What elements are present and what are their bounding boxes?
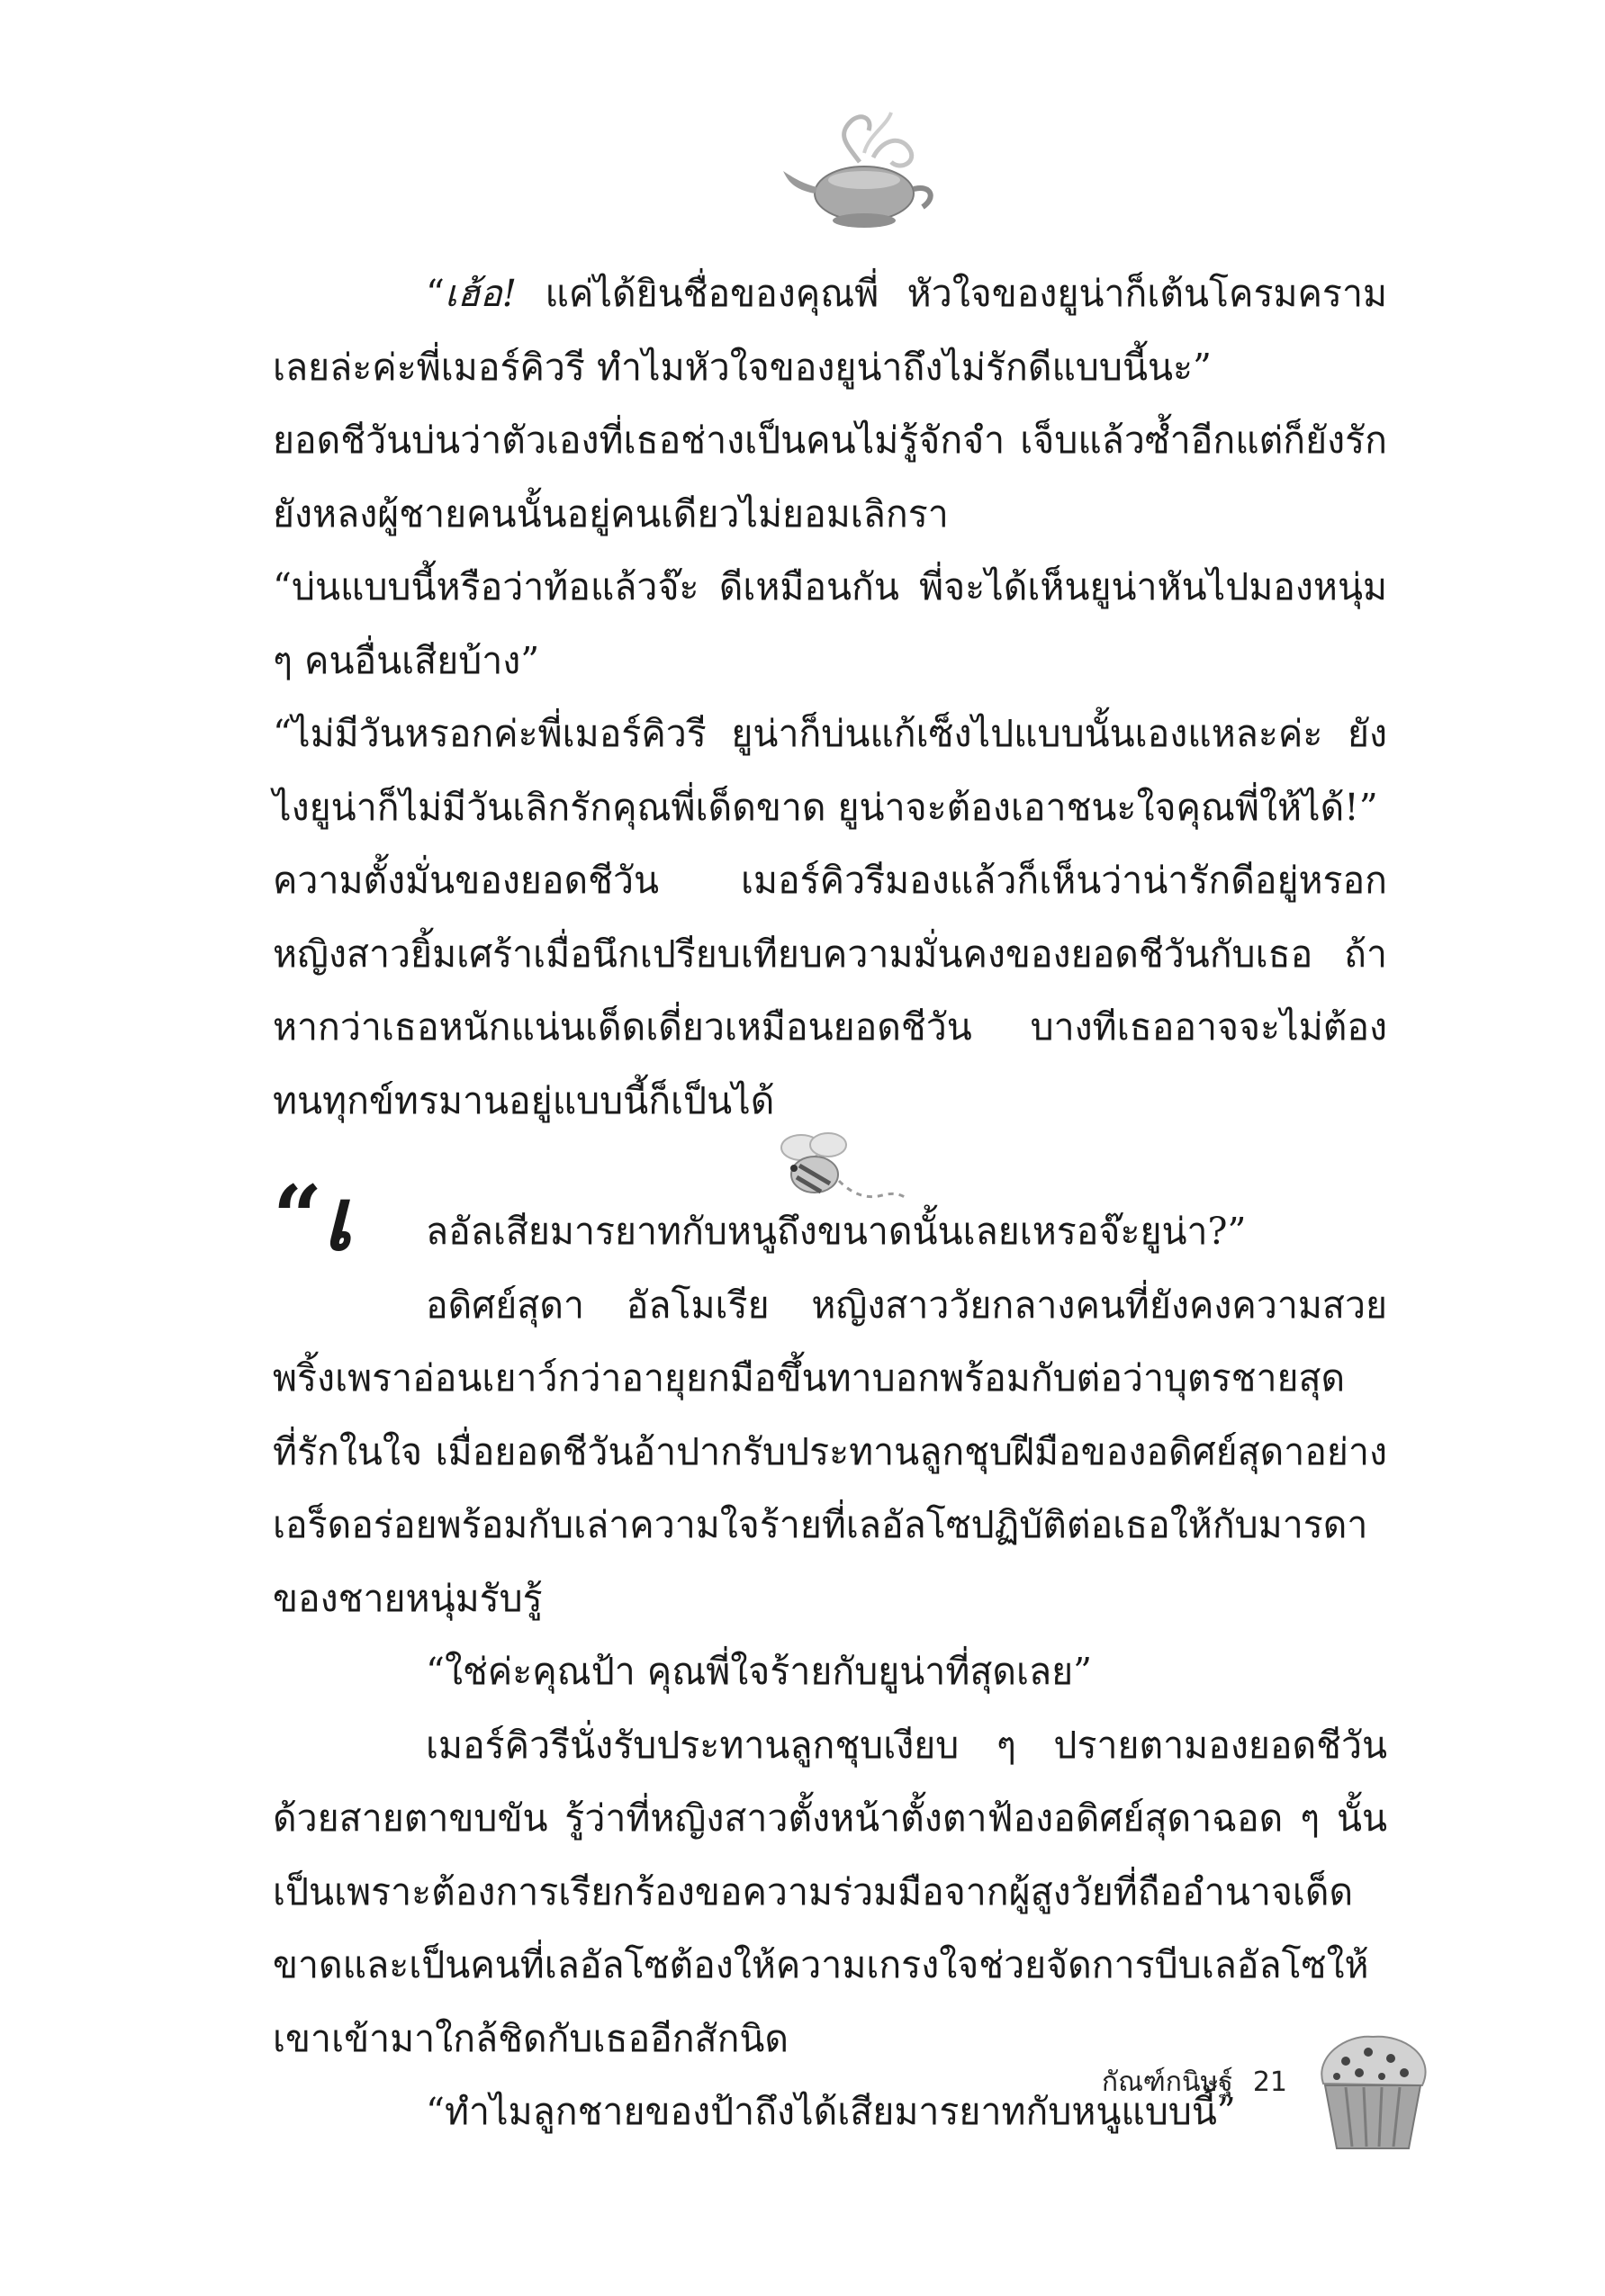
- drop-cap-letter: เ: [322, 1168, 353, 1270]
- paragraph-text: แค่ได้ยินชื่อของคุณพี่ หัวใจของยูน่าก็เต้นโครมครามเลยล่ะค่ะพี่เมอร์คิวรี ทำไมหัวใจของยูน่าถึงไม่รักดีแบบนี้นะ”: [273, 272, 1387, 389]
- paragraph: [273, 1166, 1387, 2149]
- paragraph: “เฮ้อ! แค่ได้ยินชื่อของคุณพี่ หัวใจของยูน่าก็เต้นโครมครามเลยล่ะค่ะพี่เมอร์คิวรี ทำไมหัวใจของยูน่าถึงไม่รักดีแบบนี้นะ” ยอดชีวันบ่นว่าตัวเองที่เธอช่างเป็นคนไม่รู้จักจำ เจ็บแล้วซ้ำอีกแต่ก็ยังรักยังหลงผู้ชายคนนั้นอยู่คนเดียวไม่ยอมเลิกรา “บ่นแบบนี้หรือว่าท้อแล้วจ๊ะ ดีเหมือนกัน พี่จะได้เห็นยูน่าหันไปมองหนุ่ม ๆ คนอื่นเสียบ้าง” “ไม่มีวันหรอกค่ะพี่เมอร์คิวรี ยูน่าก็บ่นแก้เซ็งไปแบบนั้นเองแหละค่ะ ยังไงยูน่าก็ไม่มีวันเลิกรักคุณพี่เด็ดขาด ยูน่าจะต้องเอาชนะใจคุณพี่ให้ได้!” ความตั้งมั่นของยอดชีวัน เมอร์คิวรีมองแล้วก็เห็นว่าน่ารักดีอยู่หรอก หญิงสาวยิ้มเศร้าเมื่อนึกเปรียบเทียบความมั่นคงของยอดชีวันกับเธอ ถ้าหากว่าเธอหนักแน่นเด็ดเดี่ยวเหมือนยอดชีวัน บางทีเธออาจจะไม่ต้องทนทุกข์ทรมานอยู่แบบนี้ก็เป็นได้: [273, 272, 1387, 1122]
- paragraph-text: ความตั้งมั่นของยอดชีวัน เมอร์คิวรีมองแล้วก็เห็นว่าน่ารักดีอยู่หรอก หญิงสาวยิ้มเศร้าเมื่อนึกเปรียบเทียบความมั่นคงของยอดชีวันกับเธอ ถ้าหากว่าเธอหนักแน่นเด็ดเดี่ยวเหมือนยอดชีวัน บางทีเธออาจจะไม่ต้องทนทุกข์ทรมานอยู่แบบนี้ก็เป็นได้: [273, 859, 1387, 1122]
- paragraph-text: ยอดชีวันบ่นว่าตัวเองที่เธอช่างเป็นคนไม่รู้จักจำ เจ็บแล้วซ้ำอีกแต่ก็ยังรักยังหลงผู้ชายคนนั้นอยู่คนเดียวไม่ยอมเลิกรา: [273, 419, 1387, 536]
- page-footer: [1035, 2061, 1287, 2103]
- paragraph-text: “ใช่ค่ะคุณป้า คุณพี่ใจร้ายกับยูน่าที่สุดเลย”: [426, 1650, 1093, 1693]
- drop-cap-quote: “: [273, 1166, 323, 1268]
- paragraph-text: เมอร์คิวรีนั่งรับประทานลูกชุบเงียบ ๆ ปรายตามองยอดชีวันด้วยสายตาขบขัน รู้ว่าที่หญิงสาวตั้งหน้าตั้งตาฟ้องอดิศย์สุดาฉอด ๆ นั้นเป็นเพราะต้องการเรียกร้องขอความร่วมมือจากผู้สูงวัยที่ถืออำนาจเด็ดขาดและเป็นคนที่เลอัลโซต้องให้ความเกรงใจช่วยจัดการบีบเลอัลโซให้เขาเข้ามาใกล้ชิดกับเธออีกสักนิด: [273, 1723, 1387, 2060]
- muffin-icon: [1305, 2030, 1440, 2156]
- paragraph-text: “บ่นแบบนี้หรือว่าท้อแล้วจ๊ะ ดีเหมือนกัน พี่จะได้เห็นยูน่าหันไปมองหนุ่ม ๆ คนอื่นเสียบ้าง”: [273, 565, 1387, 682]
- teapot-ornament-icon: [774, 108, 954, 234]
- paragraph-text: “ไม่มีวันหรอกค่ะพี่เมอร์คิวรี ยูน่าก็บ่นแก้เซ็งไปแบบนั้นเองแหละค่ะ ยังไงยูน่าก็ไม่มีวันเลิกรักคุณพี่เด็ดขาด ยูน่าจะต้องเอาชนะใจคุณพี่ให้ได้!”: [273, 712, 1387, 829]
- italic-interjection: เฮ้อ!: [444, 272, 518, 315]
- paragraph-text: ลอัลเสียมารยาทกับหนูถึงขนาดนั้นเลยเหรอจ๊ะยูน่า?”: [426, 1210, 1247, 1253]
- paragraph-text: “ทำไมลูกชายของป้าถึงได้เสียมารยาทกับหนูแบบนี้”: [426, 2090, 1236, 2133]
- page-number: 21: [1252, 2066, 1287, 2098]
- author-name: กัณฑ์กนิษฐ์: [1101, 2066, 1233, 2098]
- paragraph-text: อดิศย์สุดา อัลโมเรีย หญิงสาววัยกลางคนที่ยังคงความสวยพริ้งเพราอ่อนเยาว์กว่าอายุยกมือขึ้นทาบอกพร้อมกับต่อว่าบุตรชายสุดที่รักในใจ เมื่อยอดชีวันอ้าปากรับประทานลูกชุบฝีมือของอดิศย์สุดาอย่างเอร็ดอร่อยพร้อมกับเล่าความใจร้ายที่เลอัลโซปฏิบัติต่อเธอให้กับมารดาของชายหนุ่มรับรู้: [273, 1283, 1387, 1620]
